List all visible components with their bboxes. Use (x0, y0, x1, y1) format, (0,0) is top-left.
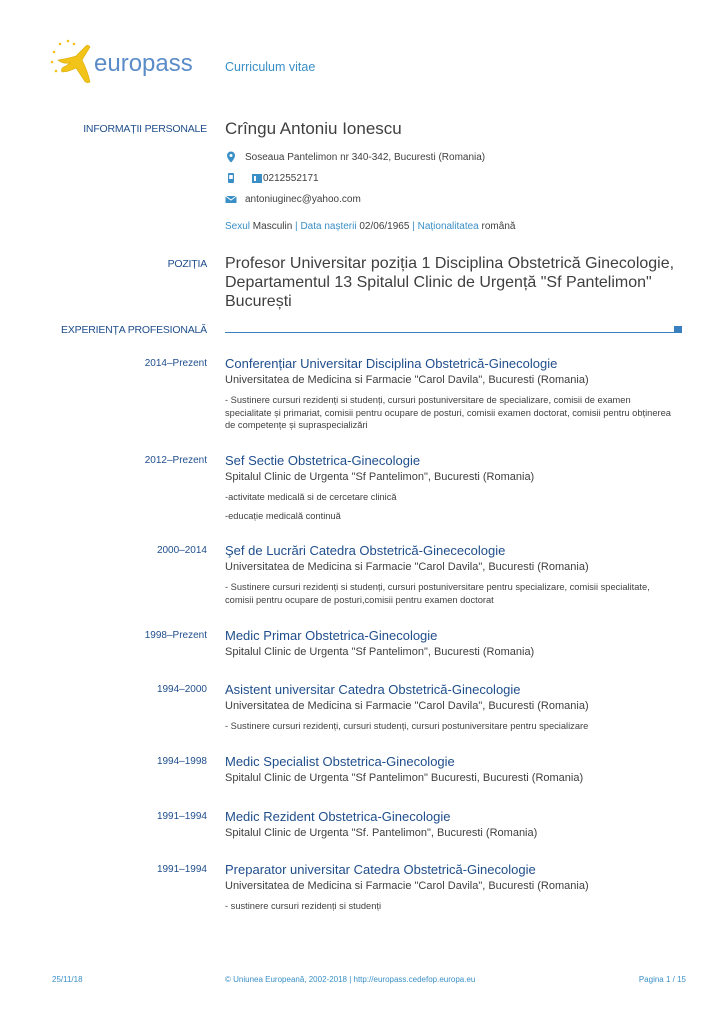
section-label-personal: INFORMAȚII PERSONALE (83, 123, 207, 135)
entry-description (225, 394, 675, 432)
entry-description (225, 581, 675, 606)
sex-label: Sexul (225, 221, 251, 232)
entry-date: 2000–2014 (156, 545, 207, 556)
phone-number: 0212552171 (263, 172, 319, 184)
entry-organization: Spitalul Clinic de Urgenta "Sf Pantelimon", Bucuresti (Romania) (225, 471, 535, 483)
entry-date: 1991–1994 (156, 864, 207, 875)
description-line: - Sustinere cursuri rezidenți si studenți, cursuri postuniversitare de specializare, comisii de examen specialitate și primariat, comisii pentru ocupare de posturi, comisii examen doctorat, comisii pentru obținerea de competențe și supraspecializări (225, 395, 671, 430)
europass-star-figure-icon (48, 38, 208, 88)
footer-page-number: Pagina 1 / 15 (638, 975, 686, 984)
description-line: - sustinere cursuri rezidenți si studenți (225, 901, 382, 911)
birth-value: 02/06/1965 (359, 221, 410, 232)
entry-date: 1994–1998 (156, 756, 207, 767)
entry-organization: Spitalul Clinic de Urgenta "Sf Pantelimon" Bucuresti, Bucuresti (Romania) (225, 772, 584, 784)
entry-description (225, 720, 675, 733)
entry-date: 2012–Prezent (144, 455, 207, 466)
separator: | (295, 221, 298, 232)
entry-title: Preparator universitar Catedra Obstetrică-Ginecologie (225, 862, 536, 877)
birth-label: Data nașterii (300, 221, 357, 232)
document-title: Curriculum vitae (225, 60, 316, 74)
email-row (225, 193, 361, 205)
entry-description (225, 491, 675, 528)
entry-organization: Universitatea de Medicina si Farmacie "Carol Davila", Bucuresti (Romania) (225, 374, 589, 386)
entry-title: Conferențiar Universitar Disciplina Obstetrică-Ginecologie (225, 356, 558, 371)
entry-organization: Spitalul Clinic de Urgenta "Sf Pantelimon", Bucuresti (Romania) (225, 646, 535, 658)
email-envelope-icon (225, 193, 237, 205)
footer-date: 25/11/18 (52, 975, 83, 984)
section-marker (674, 326, 682, 333)
personal-details (225, 221, 515, 232)
entry-date: 1998–Prezent (144, 630, 207, 641)
description-line: - Sustinere cursuri rezidenți si studenți, cursuri postuniversitare pentru specializare, comisii specialitate, comisii pentru ocupare de posturi,comisii pentru examen doctorat (225, 582, 650, 605)
entry-date: 1991–1994 (156, 811, 207, 822)
entry-organization: Universitatea de Medicina si Farmacie "Carol Davila", Bucuresti (Romania) (225, 561, 589, 573)
entry-organization: Universitatea de Medicina si Farmacie "Carol Davila", Bucuresti (Romania) (225, 880, 589, 892)
entry-date: 2014–Prezent (144, 358, 207, 369)
email-address: antoniuginec@yahoo.com (245, 193, 361, 205)
entry-description (225, 900, 675, 913)
footer-copyright: © Uniunea Europeană, 2002-2018 | http://europass.cedefop.europa.eu (225, 975, 476, 984)
svg-text:europass: europass (94, 50, 193, 77)
mobile-phone-icon (225, 172, 237, 184)
section-divider (225, 332, 675, 333)
address: Soseaua Pantelimon nr 340-342, Bucuresti (Romania) (245, 151, 486, 163)
entry-title: Sef Sectie Obstetrica-Ginecologie (225, 453, 421, 468)
section-label-experience: EXPERIENȚA PROFESIONALĂ (61, 324, 207, 336)
description-line: -educație medicală continuă (225, 510, 341, 521)
address-row (225, 151, 485, 163)
section-label-position: POZIȚIA (167, 258, 207, 270)
position-text: Profesor Universitar poziția 1 Disciplina Obstetrică Ginecologie, Departamentul 13 Spitalul Clinic de Urgență "Sf Pantelimon" București (225, 255, 675, 310)
person-name: Crîngu Antoniu Ionescu (225, 119, 402, 138)
entry-title: Şef de Lucrări Catedra Obstetrică-Ginececologie (225, 543, 506, 558)
entry-title: Medic Specialist Obstetrica-Ginecologie (225, 754, 455, 769)
description-line: - Sustinere cursuri rezidenți, cursuri studenți, cursuri postuniversitare pentru specializare (225, 721, 589, 731)
location-pin-icon (225, 151, 237, 163)
phone-icon (251, 172, 263, 184)
description-line: -activitate medicală si de cercetare clinică (225, 492, 397, 502)
entry-organization: Spitalul Clinic de Urgenta "Sf. Pantelimon", Bucuresti (Romania) (225, 827, 538, 839)
separator: | (412, 221, 415, 232)
sex-value: Masculin (252, 221, 293, 232)
entry-organization: Universitatea de Medicina si Farmacie "Carol Davila", Bucuresti (Romania) (225, 700, 589, 712)
entry-title: Asistent universitar Catedra Obstetrică-Ginecologie (225, 682, 521, 697)
entry-title: Medic Rezident Obstetrica-Ginecologie (225, 809, 451, 824)
phone-row (225, 172, 319, 184)
entry-title: Medic Primar Obstetrica-Ginecologie (225, 628, 438, 643)
nationality-value: română (481, 221, 516, 232)
entry-date: 1994–2000 (156, 684, 207, 695)
europass-logo (48, 38, 208, 88)
nationality-label: Naționalitatea (417, 221, 479, 232)
